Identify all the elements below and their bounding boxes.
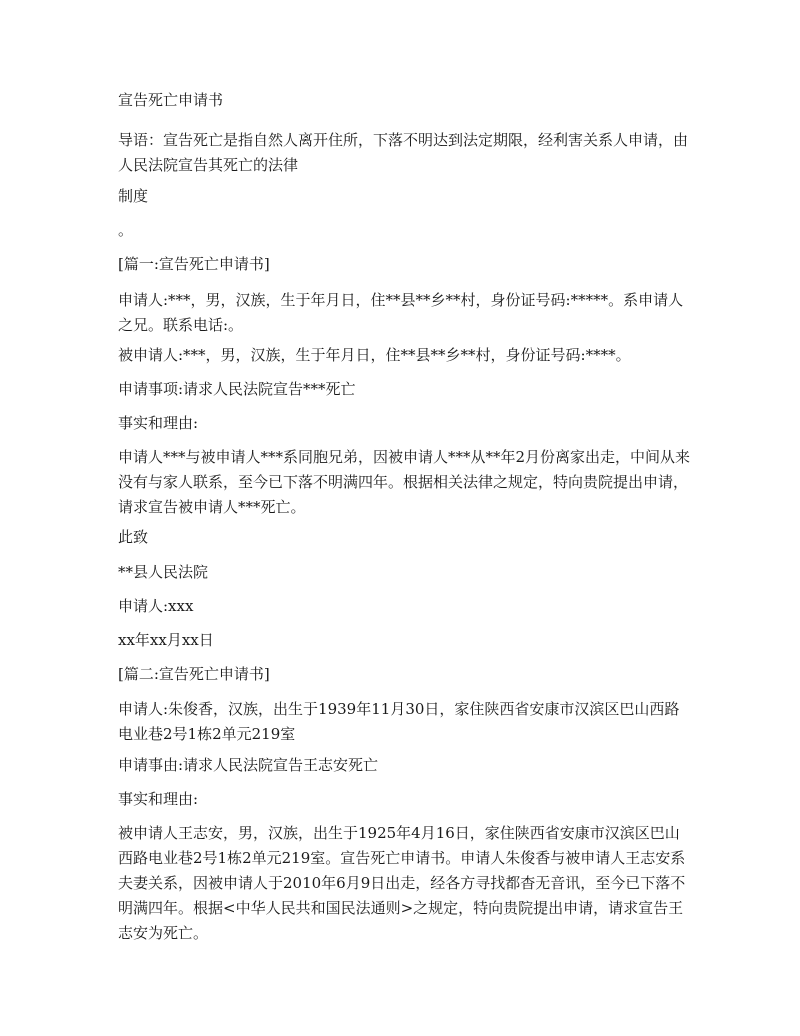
intro-paragraph: 导语：宣告死亡是指自然人离开住所，下落不明达到法定期限，经利害关系人申请，由人民法院宣告其死亡的法律 [118,131,689,174]
part1-applicant: 申请人:***，男，汉族，生于年月日，住**县**乡**村，身份证号码:*****。系申请人之兄。联系电话:。 [118,291,684,334]
part2-heading: [篇二:宣告死亡申请书] [118,665,270,683]
part2-applicant: 申请人:朱俊香，汉族，出生于1939年11月30日，家住陕西省安康市汉滨区巴山西路电业巷2号1栋2单元219室 [118,700,680,743]
part1-court: **县人民法院 [118,563,209,581]
part1-matter: 申请事项:请求人民法院宣告***死亡 [118,380,356,398]
intro-continuation: 制度 [118,187,149,205]
part1-salute: 此致 [118,528,149,546]
part1-respondent: 被申请人:***，男，汉族，生于年月日，住**县**乡**村，身份证号码:****。 [118,346,631,364]
part2-facts: 被申请人王志安，男，汉族，出生于1925年4月16日，家住陕西省安康市汉滨区巴山西路电业巷2号1栋2单元219室。宣告死亡申请书。申请人朱俊香与被申请人王志安系夫妻关系，因被申请人于2010年6月9日出走，经各方寻找都杳无音讯，至今已下落不明满四年。根据<中华人民共和国民法通则>之规定，特向贵院提出申请，请求宣告王志安为死亡。 [118,824,686,942]
part1-signature: 申请人:xxx [118,597,194,615]
part2-matter: 申请事由:请求人民法院宣告王志安死亡 [118,756,379,774]
intro-end: 。 [118,221,134,239]
part1-facts: 申请人***与被申请人***系同胞兄弟，因被申请人***从**年2月份离家出走，中间从来没有与家人联系，至今已下落不明满四年。根据相关法律之规定，特向贵院提出申请，请求宣告被申请人***死亡。 [118,448,691,516]
part1-date: xx年xx月xx日 [118,631,214,649]
part1-heading: [篇一:宣告死亡申请书] [118,255,270,273]
part2-facts-heading: 事实和理由: [118,790,199,808]
document-title: 宣告死亡申请书 [118,91,224,109]
part1-facts-heading: 事实和理由: [118,414,199,432]
